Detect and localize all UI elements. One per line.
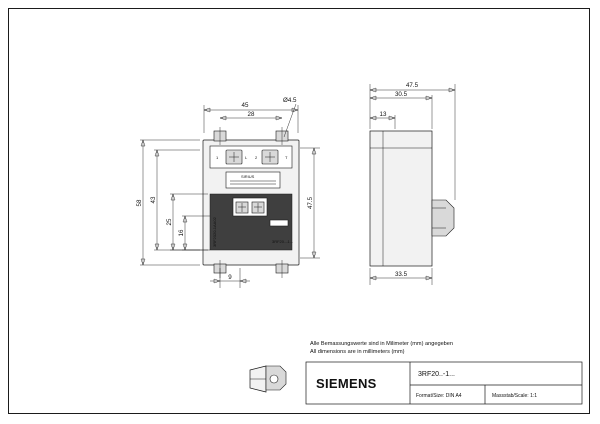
module-code-label: 3RF2020-1AA02 xyxy=(212,217,217,247)
sirius-brand-label: SIRIUS xyxy=(241,174,255,179)
dim-top-detail: 13 xyxy=(379,111,387,118)
format-label: Format/Size: DIN A4 xyxy=(416,393,462,399)
dim-top-inner: 28 xyxy=(247,111,255,118)
dim-hole-diameter: Ø4.5 xyxy=(283,97,297,104)
dim-body-depth: 30.5 xyxy=(394,91,408,98)
dim-bottom-depth: 33.5 xyxy=(394,271,408,278)
type-text-label: 3RF20..-1... xyxy=(272,239,294,244)
terminal-screw-1 xyxy=(226,150,242,164)
control-screw-b xyxy=(252,202,264,213)
dim-top-width: 45 xyxy=(241,102,249,109)
dimension-notes xyxy=(310,341,453,355)
terminal-label-1: 1 xyxy=(216,155,219,160)
terminal-letter-l: L xyxy=(245,155,248,160)
control-screw-a xyxy=(236,202,248,213)
note-line-de: Alle Bemassungswerte sind in Milimeter (mm) angegeben xyxy=(310,341,454,347)
dim-bottom-width: 9 xyxy=(228,274,232,281)
title-block xyxy=(306,362,582,404)
side-view xyxy=(370,131,454,266)
dim-overall-depth: 47.5 xyxy=(405,82,419,89)
dim-height-mid: 25 xyxy=(166,218,173,226)
dim-height-overall: 58 xyxy=(136,199,143,207)
dim-height-low: 16 xyxy=(178,229,185,237)
dim-right-height: 47.5 xyxy=(307,196,314,210)
terminal-screw-2 xyxy=(262,150,278,164)
terminal-letter-t: T xyxy=(285,155,288,160)
screwdriver-tip-detail xyxy=(250,366,286,392)
note-line-en: All dimensions are in millimeters (mm) xyxy=(310,349,405,355)
front-view xyxy=(203,127,299,278)
siemens-logo: SIEMENS xyxy=(316,376,377,391)
dim-height-body: 43 xyxy=(150,196,157,204)
terminal-label-2: 2 xyxy=(255,155,258,160)
part-number: 3RF20..-1... xyxy=(418,371,455,378)
scale-label: Massstab/Scale: 1:1 xyxy=(492,393,538,399)
